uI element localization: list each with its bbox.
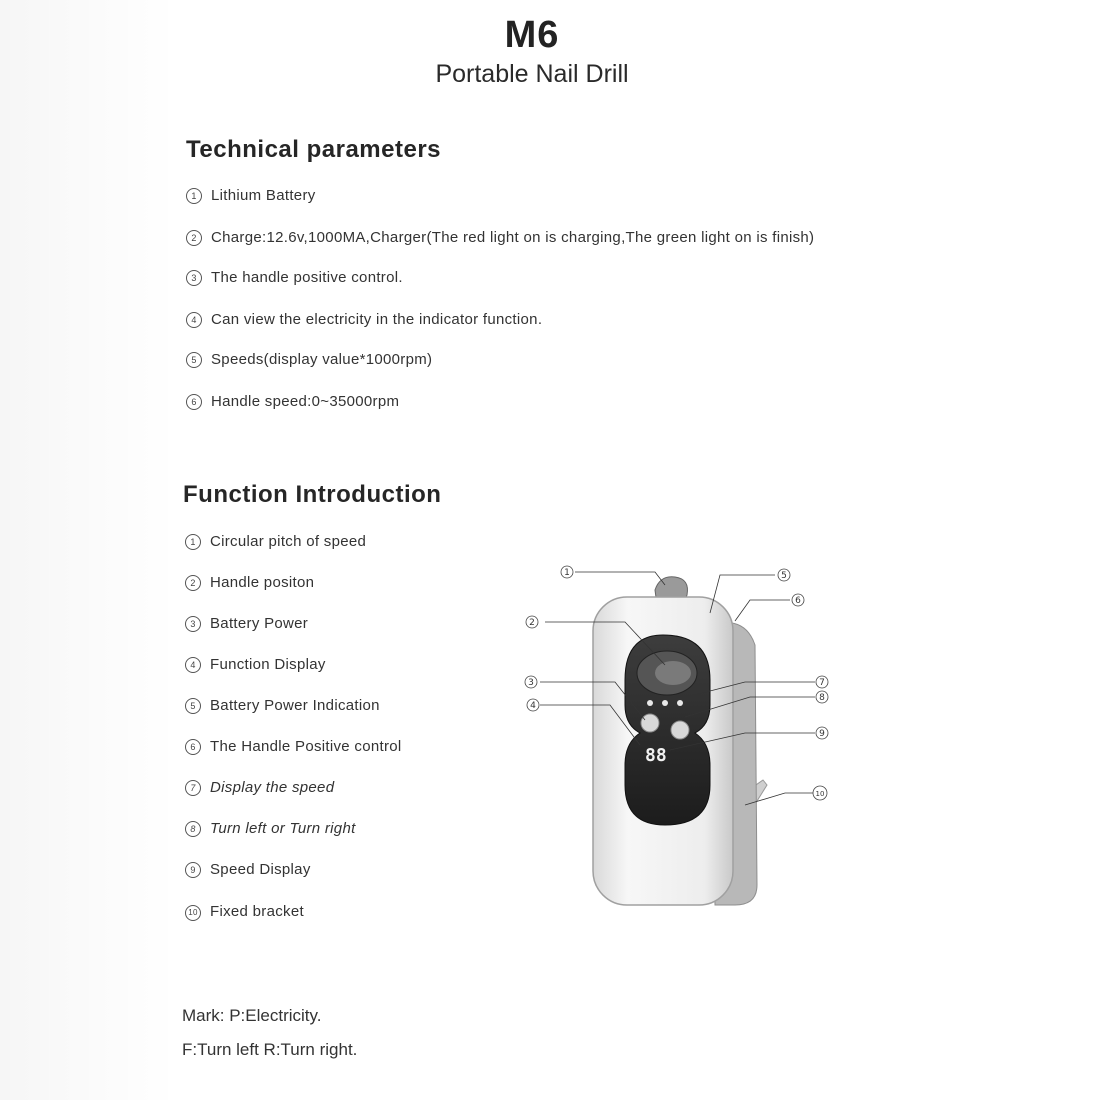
item-number: 3: [186, 270, 202, 286]
function-item: [185, 574, 314, 591]
mark-note-line2: F:Turn left R:Turn right.: [182, 1040, 358, 1059]
tech-item: [186, 187, 316, 204]
callout-number: 10: [815, 790, 825, 798]
function-item: [185, 738, 402, 755]
item-number: 5: [185, 698, 201, 714]
device-illustration: [515, 555, 845, 915]
callout-number: 5: [781, 571, 787, 581]
callout-number: 9: [819, 729, 825, 739]
callout-number: 1: [564, 568, 570, 578]
item-number: 1: [185, 534, 201, 550]
item-number: 8: [185, 821, 201, 837]
indicator-dot: [647, 700, 653, 706]
power-button: [641, 714, 659, 732]
item-text: The Handle Positive control: [210, 738, 402, 755]
item-text: Handle positon: [210, 574, 315, 591]
function-item: [185, 779, 334, 796]
tech-item: [186, 229, 814, 246]
callout-line: [735, 600, 790, 621]
item-number: 3: [185, 616, 201, 632]
callout-number: 7: [819, 678, 825, 688]
item-number: 7: [185, 780, 201, 796]
item-text: Turn left or Turn right: [210, 820, 356, 837]
item-text: Handle speed:0~35000rpm: [211, 393, 400, 410]
function-item: [185, 533, 366, 550]
item-text: Battery Power: [210, 615, 309, 632]
product-subtitle: Portable Nail Drill: [435, 60, 629, 88]
item-number: 6: [185, 739, 201, 755]
tech-item: [186, 393, 399, 410]
callout-number: 3: [528, 678, 534, 688]
function-item: [185, 861, 311, 878]
item-text: Battery Power Indication: [210, 697, 380, 714]
item-number: 10: [185, 905, 201, 921]
device-diagram: [515, 555, 845, 915]
page-shadow: [0, 0, 178, 1100]
callout-number: 4: [530, 701, 536, 711]
tech-item: [186, 351, 432, 368]
model-title: M6: [504, 14, 560, 56]
item-text: Speed Display: [210, 861, 311, 878]
direction-button: [671, 721, 689, 739]
tech-item: [186, 269, 403, 286]
item-number: 2: [185, 575, 201, 591]
item-text: Function Display: [210, 656, 326, 673]
item-text: Charge:12.6v,1000MA,Charger(The red light on is charging,The green light on is finish): [211, 229, 815, 246]
function-item: [185, 903, 304, 921]
speed-display: 88: [645, 745, 667, 766]
item-text: Can view the electricity in the indicator function.: [211, 311, 543, 328]
handle-holder-inner: [655, 661, 691, 685]
callout-number: 2: [529, 618, 535, 628]
callout-number: 8: [819, 693, 825, 703]
function-item: [185, 697, 380, 714]
callout-number: 6: [795, 596, 801, 606]
item-text: Fixed bracket: [210, 903, 304, 920]
item-text: Circular pitch of speed: [210, 533, 367, 550]
item-number: 4: [185, 657, 201, 673]
item-number: 2: [186, 230, 202, 246]
item-text: Display the speed: [210, 779, 335, 796]
function-item: [185, 820, 356, 837]
tech-item: [186, 311, 542, 328]
item-number: 5: [186, 352, 202, 368]
mark-note-line1: Mark: P:Electricity.: [182, 1006, 322, 1025]
item-number: 1: [186, 188, 202, 204]
function-item: [185, 656, 326, 673]
callout-line: [575, 572, 665, 585]
item-number: 4: [186, 312, 202, 328]
indicator-dot: [677, 700, 683, 706]
item-text: The handle positive control.: [211, 269, 403, 286]
function-item: [185, 615, 308, 632]
item-text: Speeds(display value*1000rpm): [211, 351, 433, 368]
function-heading: Function Introduction: [183, 481, 442, 508]
item-text: Lithium Battery: [211, 187, 316, 204]
technical-heading: Technical parameters: [186, 136, 442, 163]
item-number: 6: [186, 394, 202, 410]
item-number: 9: [185, 862, 201, 878]
indicator-dot: [662, 700, 668, 706]
